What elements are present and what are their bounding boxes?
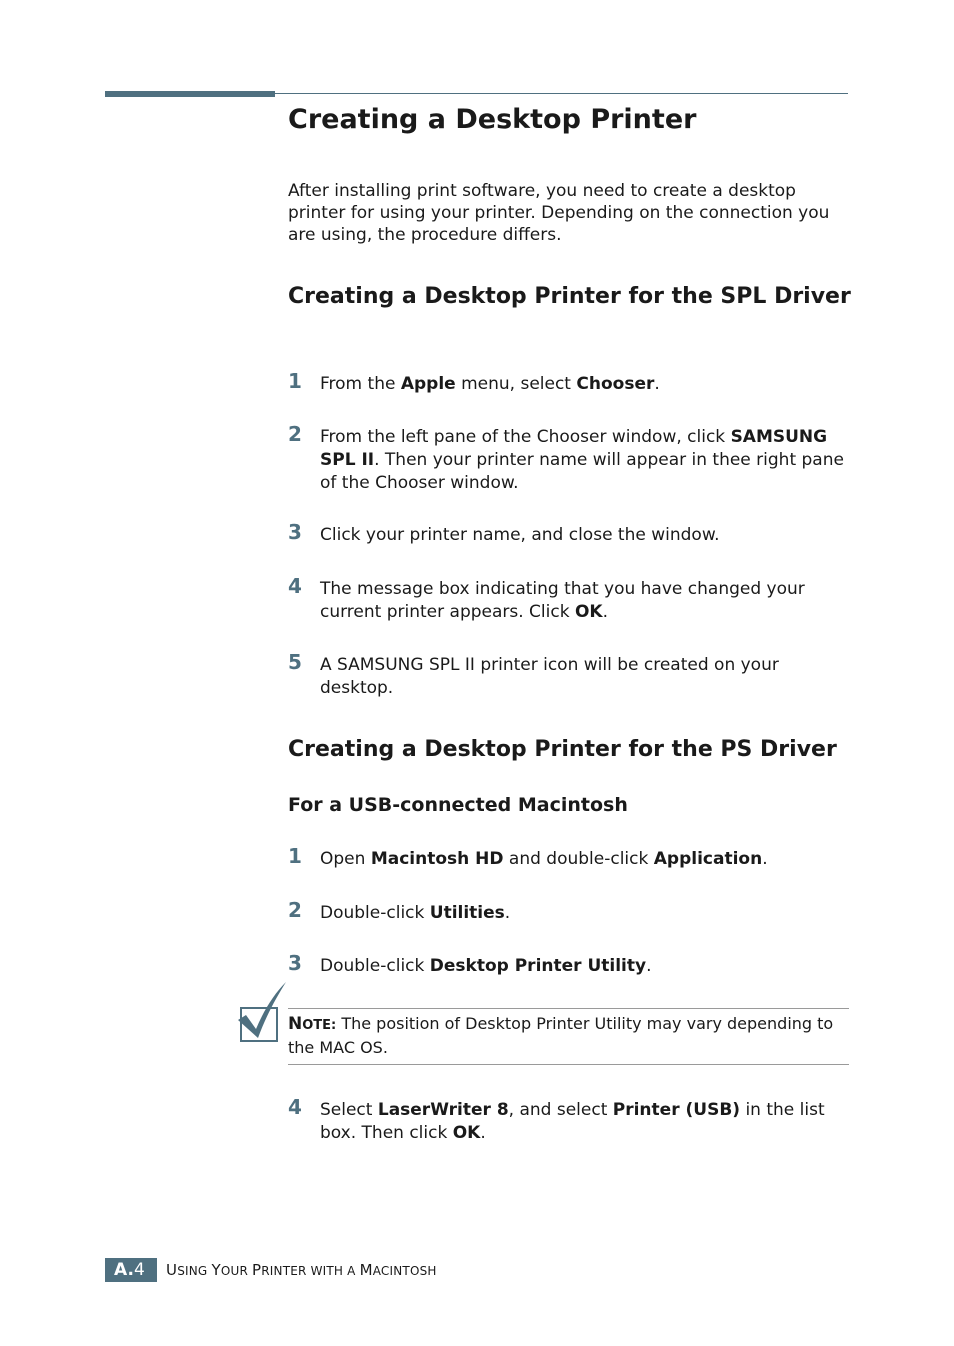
ps-subheading: For a USB-connected Macintosh <box>288 794 628 816</box>
bold-term: Chooser <box>576 374 655 394</box>
step-text <box>320 848 850 871</box>
page-title: Creating a Desktop Printer <box>288 104 697 135</box>
text-run: . <box>762 849 768 869</box>
step-text <box>320 654 850 700</box>
text-run: . <box>504 903 511 923</box>
note-box <box>288 1013 850 1059</box>
bold-term: Apple <box>400 374 456 394</box>
step-text <box>320 373 850 396</box>
text-run: Double-click <box>320 956 430 976</box>
text-run: and double-click <box>503 849 654 869</box>
step-number: 3 <box>288 951 302 975</box>
text-run: in the list box. Then click <box>320 1100 825 1143</box>
bold-term: LaserWriter 8 <box>377 1100 509 1120</box>
text-run: Select <box>320 1100 378 1120</box>
note-label: NOTE: <box>288 1014 337 1034</box>
text-run: . <box>646 956 652 976</box>
bold-term: OK <box>574 602 603 622</box>
step-text <box>320 902 850 925</box>
running-footer: USING YOUR PRINTER WITH A MACINTOSH <box>166 1261 437 1279</box>
page-number-badge: A.4 <box>105 1258 157 1282</box>
spl-section-heading: Creating a Desktop Printer for the SPL Driver <box>288 284 851 309</box>
step-text <box>320 426 850 495</box>
step-number: 2 <box>288 422 302 446</box>
bold-term: Printer (USB) <box>612 1100 741 1120</box>
note-rule-bottom <box>288 1064 849 1065</box>
text-run: . Then your printer name will appear in thee right pane of the Chooser window. <box>320 450 844 493</box>
step-text <box>320 1099 850 1145</box>
bold-term: OK <box>452 1123 481 1143</box>
text-run: menu, select <box>455 374 577 394</box>
text-run: From the <box>320 374 401 394</box>
bold-term: SAMSUNG SPL II <box>320 427 828 470</box>
text-run: , and select <box>508 1100 613 1120</box>
step-number: 1 <box>288 369 302 393</box>
text-run: From the left pane of the Chooser window, click <box>320 427 731 447</box>
checkmark-note-icon <box>236 982 288 1044</box>
step-text <box>320 578 850 624</box>
step-number: 3 <box>288 520 302 544</box>
bold-term: Desktop Printer Utility <box>429 956 647 976</box>
bold-term: Utilities <box>429 903 505 923</box>
bold-term: Macintosh HD <box>370 849 504 869</box>
text-run: . <box>480 1123 486 1143</box>
note-text: The position of Desktop Printer Utility may vary depending to the MAC OS. <box>288 1014 834 1057</box>
text-run: Click your printer name, and close the window. <box>320 525 720 545</box>
text-run: . <box>654 374 660 394</box>
note-rule-top <box>288 1008 849 1009</box>
bold-term: Application <box>653 849 763 869</box>
step-text <box>320 955 850 978</box>
step-number: 1 <box>288 844 302 868</box>
header-rule-thick <box>105 91 275 97</box>
text-run: Open <box>320 849 371 869</box>
step-text <box>320 524 850 547</box>
header-rule-thin <box>275 93 848 94</box>
text-run: . <box>602 602 608 622</box>
step-number: 4 <box>288 1095 302 1119</box>
text-run: A SAMSUNG SPL II printer icon will be created on your desktop. <box>320 655 779 698</box>
ps-section-heading: Creating a Desktop Printer for the PS Driver <box>288 737 837 762</box>
step-number: 2 <box>288 898 302 922</box>
step-number: 5 <box>288 650 302 674</box>
intro-paragraph: After installing print software, you need to create a desktop printer for using your printer. Depending on the connection you are using, the procedure differs. <box>288 181 830 245</box>
text-run: The message box indicating that you have changed your current printer appears. Click <box>320 579 805 622</box>
step-number: 4 <box>288 574 302 598</box>
text-run: Double-click <box>320 903 430 923</box>
